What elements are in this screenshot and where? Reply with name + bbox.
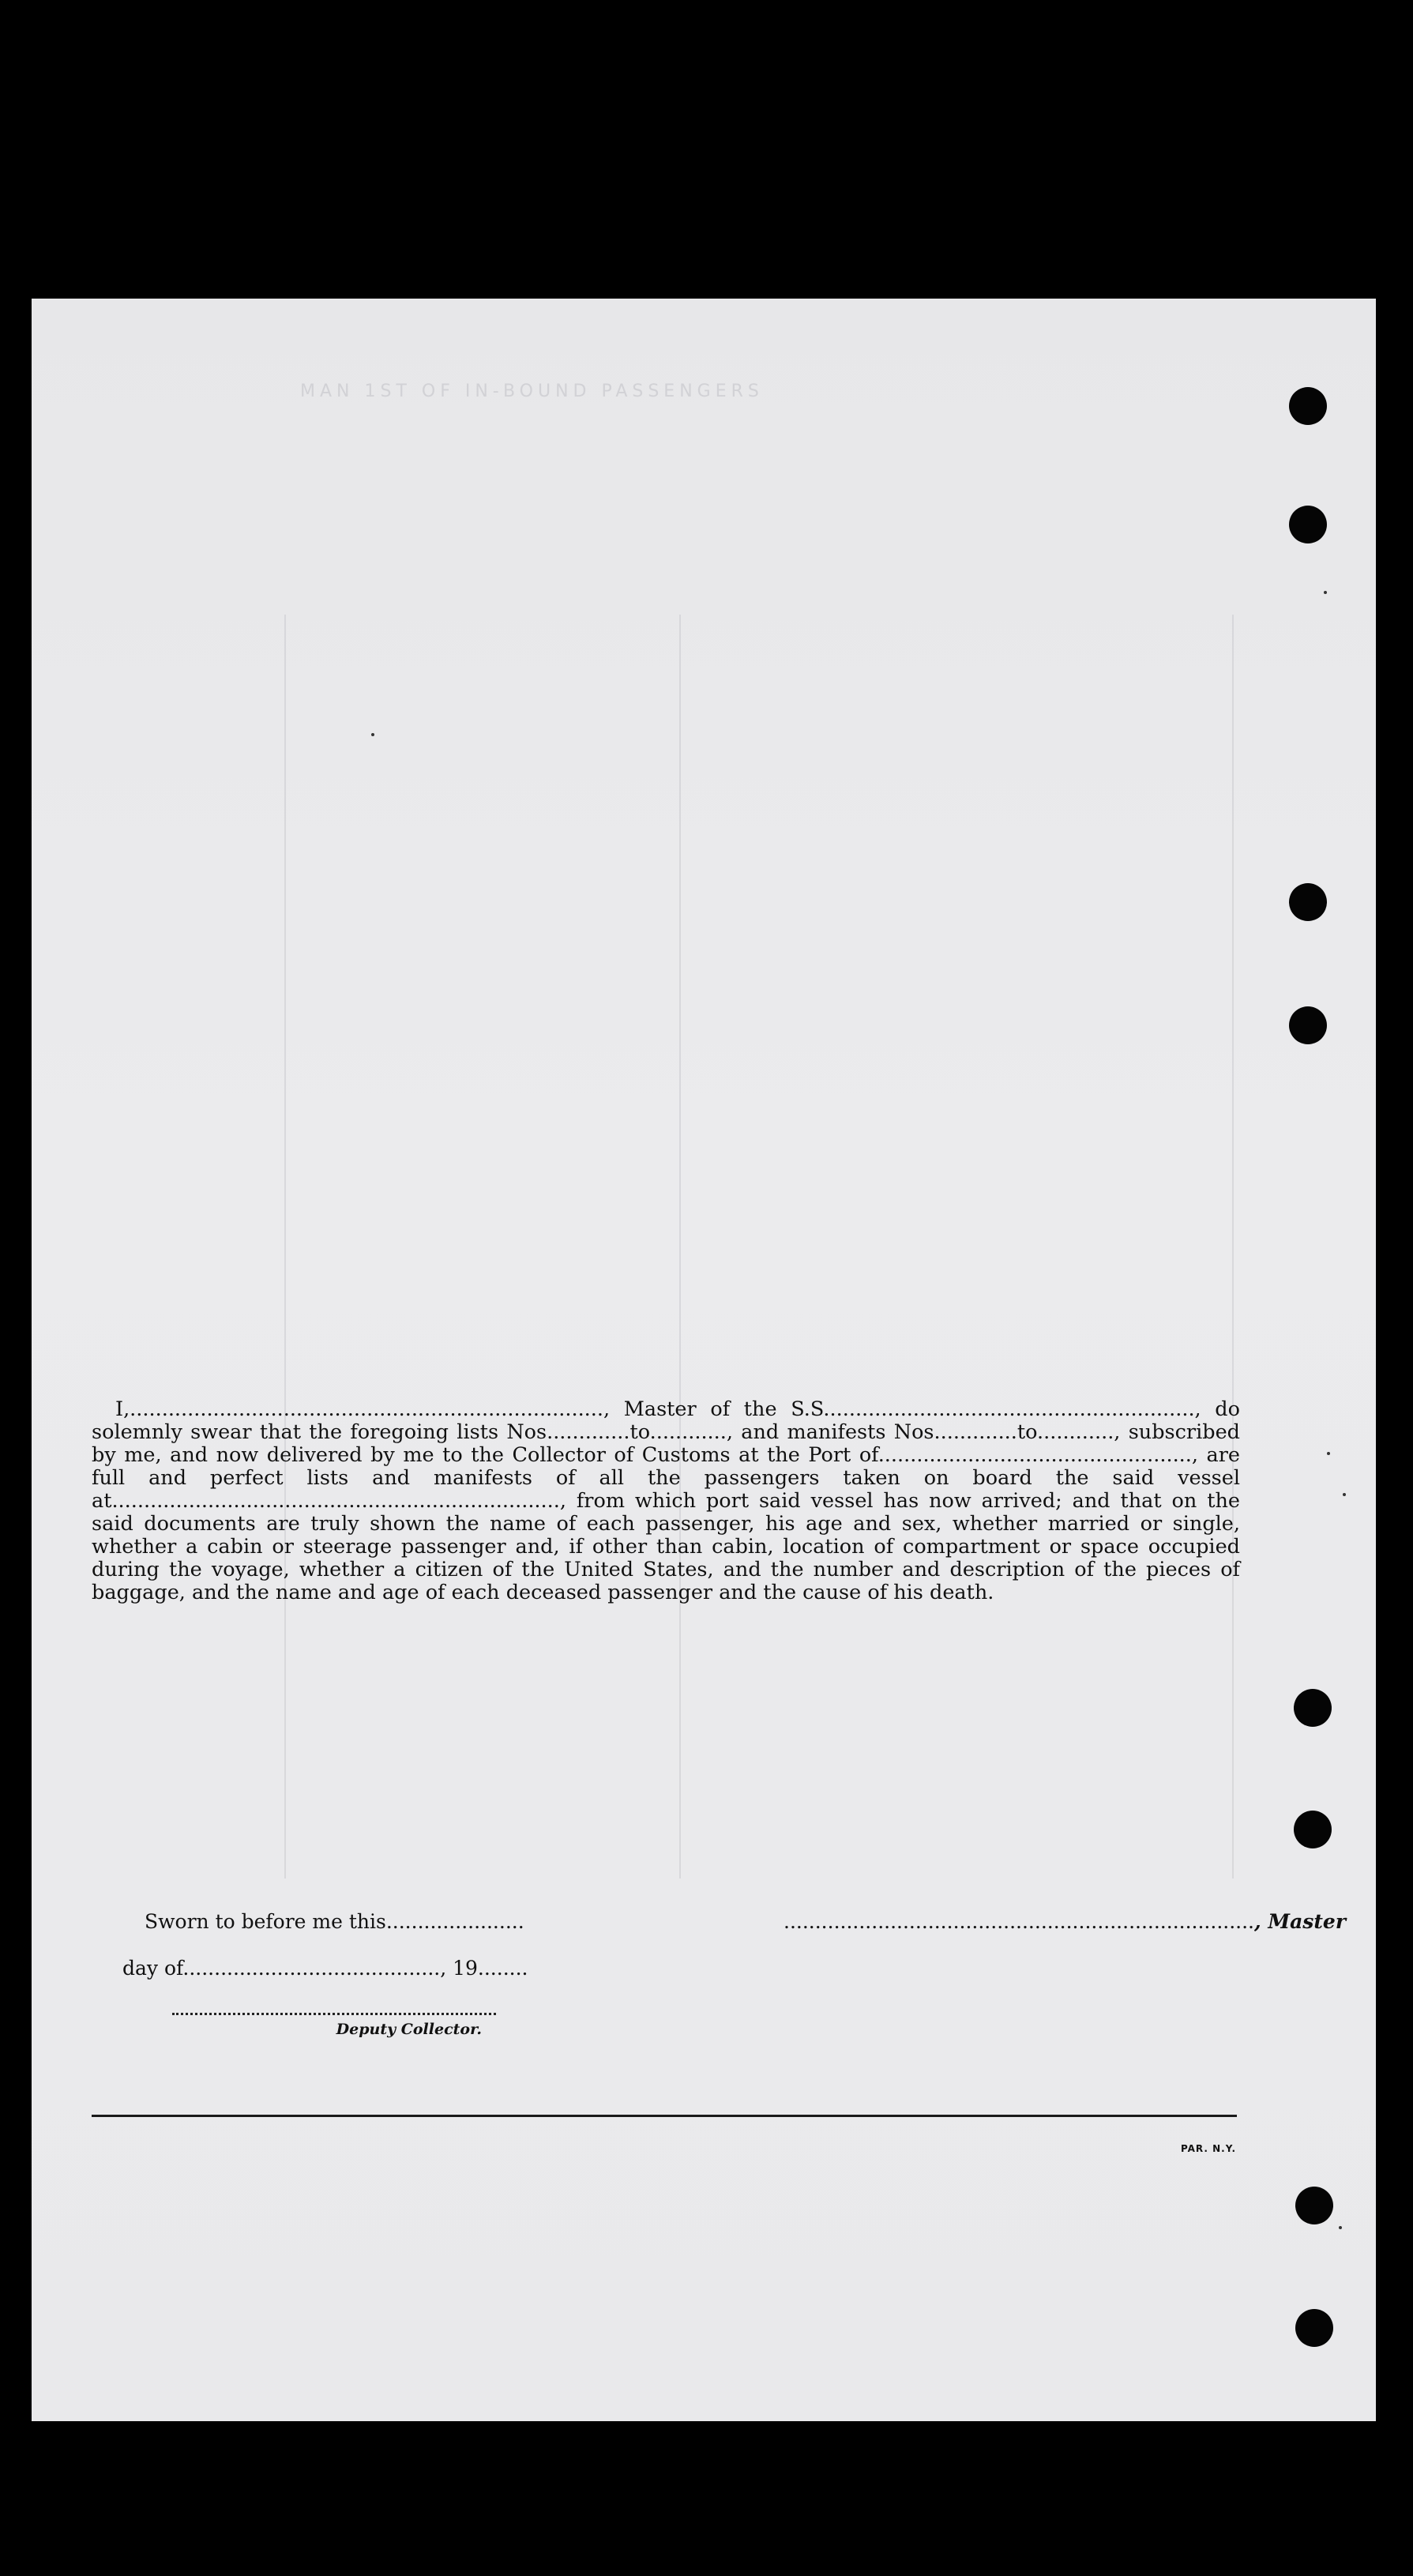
faint-header-text: MAN 1ST OF IN-BOUND PASSENGERS bbox=[300, 382, 764, 401]
faint-column-line bbox=[1232, 615, 1234, 1878]
punch-hole bbox=[1294, 1689, 1332, 1727]
punch-hole bbox=[1295, 2309, 1333, 2347]
master-oath-declaration bbox=[92, 1398, 1240, 1604]
day-of-line bbox=[122, 1957, 528, 1980]
declaration-text: I,.........................................................................., Master of the S.S.........................................................., do solemnly swear that the foregoing lists Nos.............to............, and manifests Nos.............to............, subscribed by me, and now delivered by me to the Collector of Customs at the Port of................................................., are full and perfect lists and manifests of all the passengers taken on board the said vessel at......................................................................, from which port said vessel has now arrived; and that on the said documents are truly shown the name of each passenger, his age and sex, whether married or single, whether a cabin or steerage passenger and, if other than cabin, location of compartment or space occupied during the voyage, whether a citizen of the United States, and the number and description of the pieces of baggage, and the name and age of each deceased passenger and the cause of his death. bbox=[92, 1397, 1240, 1604]
form-code: PAR. N.Y. bbox=[1180, 2143, 1236, 2154]
punch-hole bbox=[1289, 506, 1327, 543]
punch-hole bbox=[1289, 1006, 1327, 1044]
master-label: , Master bbox=[1254, 1910, 1346, 1933]
master-signature-line bbox=[784, 1910, 1346, 1933]
speck bbox=[1343, 1493, 1346, 1496]
sworn-before-line bbox=[145, 1910, 524, 1933]
master-dots: ........................................................................... bbox=[784, 1910, 1255, 1933]
deputy-signature-line bbox=[172, 2013, 496, 2015]
speck bbox=[371, 733, 374, 736]
punch-hole bbox=[1289, 883, 1327, 921]
faint-column-line bbox=[679, 615, 681, 1878]
manifest-sheet bbox=[32, 299, 1376, 2421]
speck bbox=[1327, 1452, 1330, 1455]
horizontal-rule bbox=[92, 2115, 1237, 2117]
faint-column-line bbox=[284, 615, 286, 1878]
speck bbox=[1324, 591, 1327, 594]
punch-hole bbox=[1289, 387, 1327, 425]
speck bbox=[1339, 2226, 1342, 2229]
punch-hole bbox=[1295, 2187, 1333, 2224]
punch-hole bbox=[1294, 1811, 1332, 1848]
deputy-collector-label: Deputy Collector. bbox=[336, 2021, 482, 2038]
sworn-text: Sworn to before me this...................... bbox=[145, 1910, 524, 1933]
day-text: day of........................................., 19........ bbox=[122, 1957, 528, 1980]
